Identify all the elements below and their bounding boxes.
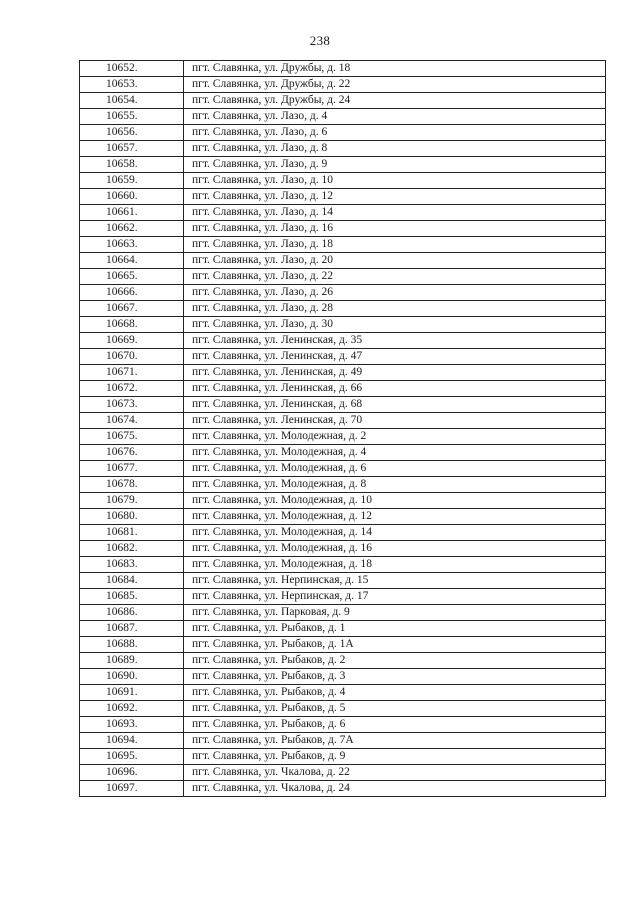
row-number-cell: 10675. [80,429,184,445]
table-row [80,269,606,285]
row-number-cell: 10667. [80,301,184,317]
address-cell: пгт. Славянка, ул. Лазо, д. 22 [184,269,606,285]
table-row [80,221,606,237]
row-number-cell: 10670. [80,349,184,365]
table-row [80,285,606,301]
address-cell: пгт. Славянка, ул. Лазо, д. 20 [184,253,606,269]
row-number-cell: 10658. [80,157,184,173]
table-row [80,205,606,221]
address-cell: пгт. Славянка, ул. Рыбаков, д. 1А [184,637,606,653]
table-row [80,621,606,637]
table-row [80,701,606,717]
table-row [80,429,606,445]
address-cell: пгт. Славянка, ул. Лазо, д. 28 [184,301,606,317]
table-row [80,413,606,429]
address-cell: пгт. Славянка, ул. Лазо, д. 18 [184,237,606,253]
row-number-cell: 10662. [80,221,184,237]
row-number-cell: 10686. [80,605,184,621]
row-number-cell: 10668. [80,317,184,333]
row-number-cell: 10676. [80,445,184,461]
row-number-cell: 10692. [80,701,184,717]
table-row [80,749,606,765]
address-cell: пгт. Славянка, ул. Дружбы, д. 24 [184,93,606,109]
address-cell: пгт. Славянка, ул. Ленинская, д. 68 [184,397,606,413]
table-row [80,333,606,349]
address-cell: пгт. Славянка, ул. Лазо, д. 6 [184,125,606,141]
address-cell: пгт. Славянка, ул. Рыбаков, д. 4 [184,685,606,701]
table-row [80,173,606,189]
row-number-cell: 10681. [80,525,184,541]
table-row [80,445,606,461]
address-cell: пгт. Славянка, ул. Лазо, д. 10 [184,173,606,189]
row-number-cell: 10679. [80,493,184,509]
row-number-cell: 10694. [80,733,184,749]
table-row [80,61,606,77]
row-number-cell: 10697. [80,781,184,797]
page-number: 238 [309,33,331,48]
row-number-cell: 10673. [80,397,184,413]
address-cell: пгт. Славянка, ул. Лазо, д. 8 [184,141,606,157]
address-cell: пгт. Славянка, ул. Ленинская, д. 70 [184,413,606,429]
table-row [80,93,606,109]
table-row [80,669,606,685]
address-cell: пгт. Славянка, ул. Ленинская, д. 47 [184,349,606,365]
address-cell: пгт. Славянка, ул. Рыбаков, д. 6 [184,717,606,733]
row-number-cell: 10693. [80,717,184,733]
row-number-cell: 10674. [80,413,184,429]
row-number-cell: 10690. [80,669,184,685]
table-row [80,525,606,541]
address-cell: пгт. Славянка, ул. Нерпинская, д. 17 [184,589,606,605]
table-row [80,141,606,157]
address-cell: пгт. Славянка, ул. Рыбаков, д. 7А [184,733,606,749]
address-cell: пгт. Славянка, ул. Дружбы, д. 22 [184,77,606,93]
address-cell: пгт. Славянка, ул. Ленинская, д. 66 [184,381,606,397]
address-table [79,60,606,797]
table-row [80,189,606,205]
address-cell: пгт. Славянка, ул. Ленинская, д. 49 [184,365,606,381]
table-row [80,125,606,141]
row-number-cell: 10657. [80,141,184,157]
table-row [80,365,606,381]
address-cell: пгт. Славянка, ул. Рыбаков, д. 9 [184,749,606,765]
table-row [80,237,606,253]
table-row [80,317,606,333]
row-number-cell: 10678. [80,477,184,493]
row-number-cell: 10687. [80,621,184,637]
address-cell: пгт. Славянка, ул. Парковая, д. 9 [184,605,606,621]
address-cell: пгт. Славянка, ул. Лазо, д. 9 [184,157,606,173]
row-number-cell: 10677. [80,461,184,477]
address-cell: пгт. Славянка, ул. Дружбы, д. 18 [184,61,606,77]
row-number-cell: 10685. [80,589,184,605]
table-row [80,77,606,93]
row-number-cell: 10655. [80,109,184,125]
row-number-cell: 10664. [80,253,184,269]
address-cell: пгт. Славянка, ул. Рыбаков, д. 2 [184,653,606,669]
address-cell: пгт. Славянка, ул. Молодежная, д. 2 [184,429,606,445]
address-cell: пгт. Славянка, ул. Рыбаков, д. 3 [184,669,606,685]
row-number-cell: 10669. [80,333,184,349]
table-row [80,253,606,269]
table-row [80,349,606,365]
address-cell: пгт. Славянка, ул. Лазо, д. 14 [184,205,606,221]
table-row [80,109,606,125]
row-number-cell: 10688. [80,637,184,653]
table-row [80,781,606,797]
row-number-cell: 10665. [80,269,184,285]
row-number-cell: 10671. [80,365,184,381]
address-cell: пгт. Славянка, ул. Молодежная, д. 16 [184,541,606,557]
address-cell: пгт. Славянка, ул. Молодежная, д. 8 [184,477,606,493]
row-number-cell: 10652. [80,61,184,77]
table-row [80,461,606,477]
address-table-body [80,61,606,797]
table-row [80,541,606,557]
row-number-cell: 10654. [80,93,184,109]
address-cell: пгт. Славянка, ул. Молодежная, д. 14 [184,525,606,541]
row-number-cell: 10661. [80,205,184,221]
address-cell: пгт. Славянка, ул. Молодежная, д. 12 [184,509,606,525]
table-row [80,381,606,397]
table-row [80,301,606,317]
row-number-cell: 10682. [80,541,184,557]
row-number-cell: 10653. [80,77,184,93]
address-cell: пгт. Славянка, ул. Лазо, д. 16 [184,221,606,237]
row-number-cell: 10680. [80,509,184,525]
row-number-cell: 10695. [80,749,184,765]
address-cell: пгт. Славянка, ул. Лазо, д. 30 [184,317,606,333]
table-row [80,493,606,509]
row-number-cell: 10659. [80,173,184,189]
row-number-cell: 10684. [80,573,184,589]
row-number-cell: 10666. [80,285,184,301]
address-cell: пгт. Славянка, ул. Молодежная, д. 6 [184,461,606,477]
row-number-cell: 10660. [80,189,184,205]
address-cell: пгт. Славянка, ул. Молодежная, д. 18 [184,557,606,573]
table-row [80,477,606,493]
row-number-cell: 10656. [80,125,184,141]
address-cell: пгт. Славянка, ул. Ленинская, д. 35 [184,333,606,349]
table-row [80,157,606,173]
address-cell: пгт. Славянка, ул. Молодежная, д. 4 [184,445,606,461]
row-number-cell: 10689. [80,653,184,669]
table-row [80,573,606,589]
row-number-cell: 10663. [80,237,184,253]
row-number-cell: 10672. [80,381,184,397]
table-row [80,765,606,781]
table-row [80,733,606,749]
row-number-cell: 10683. [80,557,184,573]
address-cell: пгт. Славянка, ул. Лазо, д. 4 [184,109,606,125]
table-row [80,685,606,701]
address-cell: пгт. Славянка, ул. Лазо, д. 12 [184,189,606,205]
address-cell: пгт. Славянка, ул. Рыбаков, д. 5 [184,701,606,717]
table-row [80,557,606,573]
table-row [80,589,606,605]
address-cell: пгт. Славянка, ул. Лазо, д. 26 [184,285,606,301]
table-row [80,717,606,733]
row-number-cell: 10696. [80,765,184,781]
address-cell: пгт. Славянка, ул. Нерпинская, д. 15 [184,573,606,589]
table-row [80,653,606,669]
table-row [80,637,606,653]
table-row [80,397,606,413]
table-row [80,605,606,621]
row-number-cell: 10691. [80,685,184,701]
address-cell: пгт. Славянка, ул. Рыбаков, д. 1 [184,621,606,637]
address-cell: пгт. Славянка, ул. Молодежная, д. 10 [184,493,606,509]
address-cell: пгт. Славянка, ул. Чкалова, д. 24 [184,781,606,797]
table-row [80,509,606,525]
address-cell: пгт. Славянка, ул. Чкалова, д. 22 [184,765,606,781]
